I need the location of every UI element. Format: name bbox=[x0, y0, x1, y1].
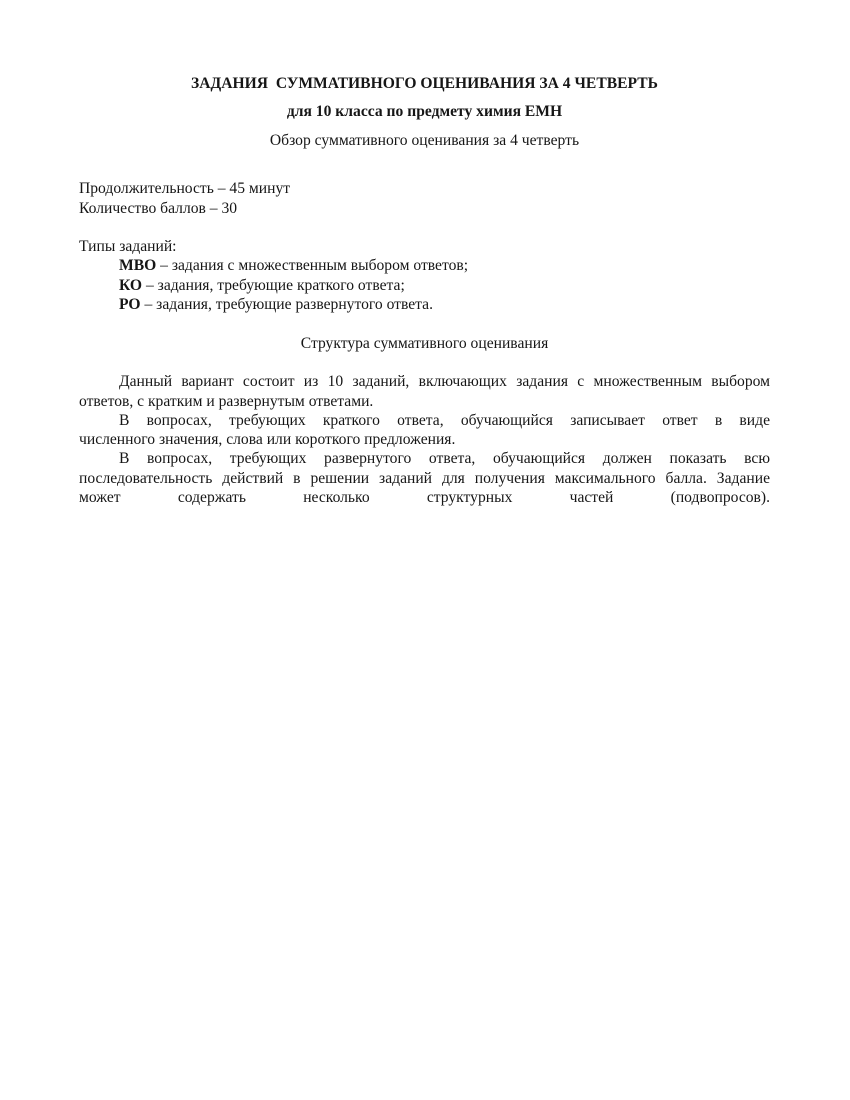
blank-line bbox=[79, 150, 770, 179]
task-type-abbr: КО bbox=[119, 276, 143, 294]
blank-line bbox=[79, 353, 770, 372]
task-type-item-ko bbox=[79, 276, 770, 295]
overview-heading: Обзор суммативного оценивания за 4 четверть bbox=[269, 131, 580, 149]
duration-line: Продолжительность – 45 минут bbox=[79, 180, 291, 198]
task-type-abbr: МВО bbox=[119, 257, 157, 275]
document-subtitle: для 10 класса по предмету химия ЕМН bbox=[286, 103, 563, 121]
paragraph3-line2: последовательность действий в решении заданий для получения максимального балла. Задание bbox=[79, 469, 770, 487]
task-type-abbr: РО bbox=[119, 296, 141, 314]
paragraph3-line1: В вопросах, требующих развернутого ответа, обучающийся должен показать всю bbox=[119, 450, 770, 468]
blank-line bbox=[79, 218, 770, 237]
task-type-item-mvo bbox=[79, 256, 770, 275]
structure-heading: Структура суммативного оценивания bbox=[300, 334, 549, 352]
task-type-desc: – задания, требующие краткого ответа; bbox=[145, 276, 405, 294]
paragraph3-line3: может содержать несколько структурных частей (подвопросов). bbox=[79, 489, 770, 507]
paragraph1-line1: Данный вариант состоит из 10 заданий, включающих задания с множественным выбором bbox=[119, 373, 770, 391]
document-title: ЗАДАНИЯ СУММАТИВНОГО ОЦЕНИВАНИЯ ЗА 4 ЧЕТВЕРТЬ bbox=[191, 75, 658, 92]
document-content bbox=[79, 74, 770, 507]
paragraph1-line2: ответов, с кратким и развернутым ответами. bbox=[79, 392, 374, 410]
paragraph2-line1: В вопросах, требующих краткого ответа, обучающийся записывает ответ в виде bbox=[119, 411, 770, 429]
task-type-desc: – задания, требующие развернутого ответа. bbox=[144, 296, 433, 314]
task-type-item-ro bbox=[79, 295, 770, 314]
score-line: Количество баллов – 30 bbox=[79, 199, 238, 217]
blank-line bbox=[79, 314, 770, 333]
paragraph2-line2: численного значения, слова или короткого предложения. bbox=[79, 431, 456, 449]
task-type-desc: – задания с множественным выбором ответов; bbox=[160, 257, 469, 275]
task-types-heading: Типы заданий: bbox=[79, 238, 177, 256]
